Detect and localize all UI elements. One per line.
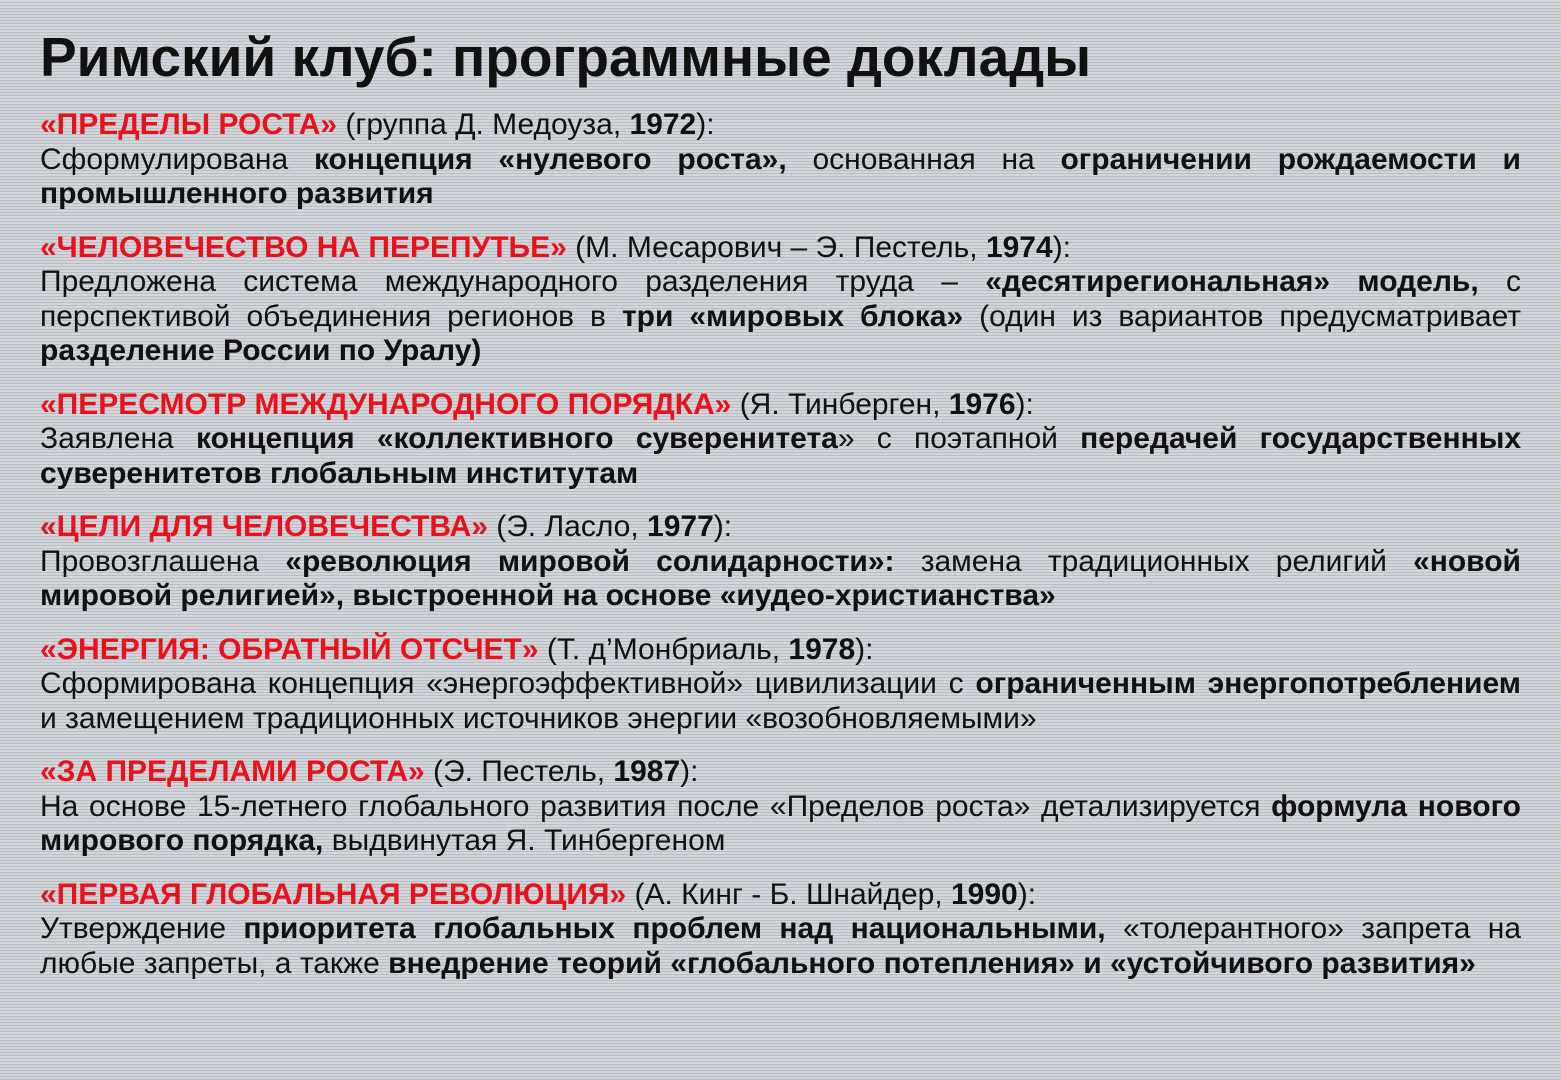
description-text: «толерантного» запрета на любые запреты, а также bbox=[40, 912, 1521, 980]
report-heading bbox=[40, 231, 1521, 266]
report-authors-text: (группа Д. Медоуза, bbox=[337, 108, 630, 141]
report-authors-close: ): bbox=[713, 510, 733, 543]
report-title: «ЦЕЛИ ДЛЯ ЧЕЛОВЕЧЕСТВА» bbox=[40, 510, 488, 543]
description-text: Сформулирована bbox=[40, 142, 314, 176]
report-authors-close: ): bbox=[696, 108, 715, 141]
report-heading bbox=[40, 878, 1521, 913]
description-emphasis: ограничении рождаемости и промышленного развития bbox=[40, 142, 1521, 210]
report-authors bbox=[425, 755, 699, 788]
description-text: основанная на bbox=[786, 142, 1061, 176]
description-text: с перспективой объединения регионов в bbox=[40, 265, 1521, 333]
report-authors bbox=[567, 231, 1071, 264]
report-heading bbox=[40, 510, 1521, 545]
report-title: «ЭНЕРГИЯ: ОБРАТНЫЙ ОТСЧЕТ» bbox=[40, 632, 539, 666]
report-item bbox=[40, 108, 1521, 212]
report-heading bbox=[40, 633, 1521, 668]
report-description bbox=[40, 667, 1521, 736]
report-authors bbox=[626, 878, 1036, 911]
description-text: Предложена система международного разделения труда – bbox=[40, 265, 986, 298]
description-emphasis: три «мировых блока» bbox=[621, 299, 964, 333]
report-authors-text: (Э. Ласло, bbox=[487, 510, 648, 543]
report-authors-close: ): bbox=[1017, 877, 1037, 911]
report-year: 1987 bbox=[613, 755, 681, 788]
report-item bbox=[40, 231, 1521, 369]
report-authors-text: (М. Месарович – Э. Пестель, bbox=[566, 230, 986, 264]
report-item bbox=[40, 510, 1521, 614]
report-authors-text: (А. Кинг - Б. Шнайдер, bbox=[626, 877, 951, 911]
report-authors-text: (Я. Тинберген, bbox=[731, 387, 949, 421]
report-year: 1976 bbox=[948, 387, 1016, 421]
report-authors-close: ): bbox=[855, 632, 874, 666]
report-item bbox=[40, 388, 1521, 492]
report-authors bbox=[337, 108, 715, 141]
report-authors-text: (Э. Пестель, bbox=[424, 755, 614, 788]
description-text: и замещением традиционных источников энергии «возобновляемыми» bbox=[40, 701, 1037, 735]
report-year: 1974 bbox=[985, 230, 1053, 264]
report-year: 1978 bbox=[788, 632, 856, 666]
description-text: Заявлена bbox=[40, 422, 196, 455]
report-heading bbox=[40, 108, 1521, 143]
description-emphasis: «революция мировой солидарности»: bbox=[285, 544, 895, 578]
report-description bbox=[40, 143, 1521, 212]
description-text: » с поэтапной bbox=[837, 422, 1081, 455]
description-text: На основе 15-летнего глобального развития после «Пределов роста» детализируется bbox=[40, 789, 1272, 823]
page-title: Римский клуб: программные доклады bbox=[40, 26, 1092, 88]
description-emphasis: передачей государственных суверенитетов глобальным институтам bbox=[40, 422, 1521, 490]
description-text: Сформирована концепция «энергоэффективной» цивилизации с bbox=[40, 667, 976, 700]
description-emphasis: «новой мировой религией», выстроенной на основе «иудео-христианства» bbox=[40, 544, 1521, 612]
description-text: замена традиционных религий bbox=[894, 544, 1414, 578]
report-description bbox=[40, 912, 1521, 981]
description-text: выдвинутая Я. Тинбергеном bbox=[323, 824, 726, 857]
description-emphasis: концепция «нулевого роста», bbox=[313, 142, 787, 176]
description-emphasis: «десятирегиональная» модель, bbox=[985, 265, 1479, 298]
report-title: «ПЕРЕСМОТР МЕЖДУНАРОДНОГО ПОРЯДКА» bbox=[40, 387, 732, 421]
report-description bbox=[40, 545, 1521, 614]
report-item bbox=[40, 633, 1521, 737]
report-year: 1972 bbox=[629, 108, 697, 141]
description-text: Утверждение bbox=[40, 912, 244, 945]
description-emphasis: приоритета глобальных проблем над национальными, bbox=[243, 912, 1106, 945]
report-heading bbox=[40, 755, 1521, 790]
report-title: «ПЕРВАЯ ГЛОБАЛЬНАЯ РЕВОЛЮЦИЯ» bbox=[40, 877, 627, 911]
report-authors bbox=[488, 510, 732, 543]
report-heading bbox=[40, 388, 1521, 423]
description-emphasis: внедрение теорий «глобального потепления» и «устойчивого развития» bbox=[388, 946, 1476, 980]
report-authors-text: (Т. д’Монбриаль, bbox=[538, 632, 789, 666]
description-emphasis: разделение России по Уралу) bbox=[40, 334, 482, 367]
report-description bbox=[40, 422, 1521, 491]
report-authors bbox=[539, 633, 874, 666]
report-year: 1977 bbox=[647, 510, 714, 543]
description-text: Провозглашена bbox=[40, 544, 286, 578]
description-emphasis: ограниченным энергопотреблением bbox=[975, 667, 1521, 700]
report-year: 1990 bbox=[951, 877, 1018, 911]
report-title: «ЗА ПРЕДЕЛАМИ РОСТА» bbox=[40, 755, 425, 788]
report-title: «ПРЕДЕЛЫ РОСТА» bbox=[40, 108, 338, 141]
report-description bbox=[40, 790, 1521, 859]
description-emphasis: концепция «коллективного суверенитета bbox=[195, 422, 838, 455]
report-authors-close: ): bbox=[1052, 230, 1072, 264]
description-text: (один из вариантов предусматривает bbox=[963, 299, 1522, 333]
description-emphasis: формула нового мирового порядка, bbox=[40, 789, 1521, 857]
report-authors-close: ): bbox=[680, 755, 699, 788]
report-item bbox=[40, 755, 1521, 859]
report-description bbox=[40, 265, 1521, 369]
report-item bbox=[40, 878, 1521, 982]
reports-list bbox=[40, 108, 1521, 981]
report-authors-close: ): bbox=[1015, 387, 1034, 421]
report-title: «ЧЕЛОВЕЧЕСТВО НА ПЕРЕПУТЬЕ» bbox=[40, 230, 567, 264]
report-authors bbox=[731, 388, 1034, 421]
